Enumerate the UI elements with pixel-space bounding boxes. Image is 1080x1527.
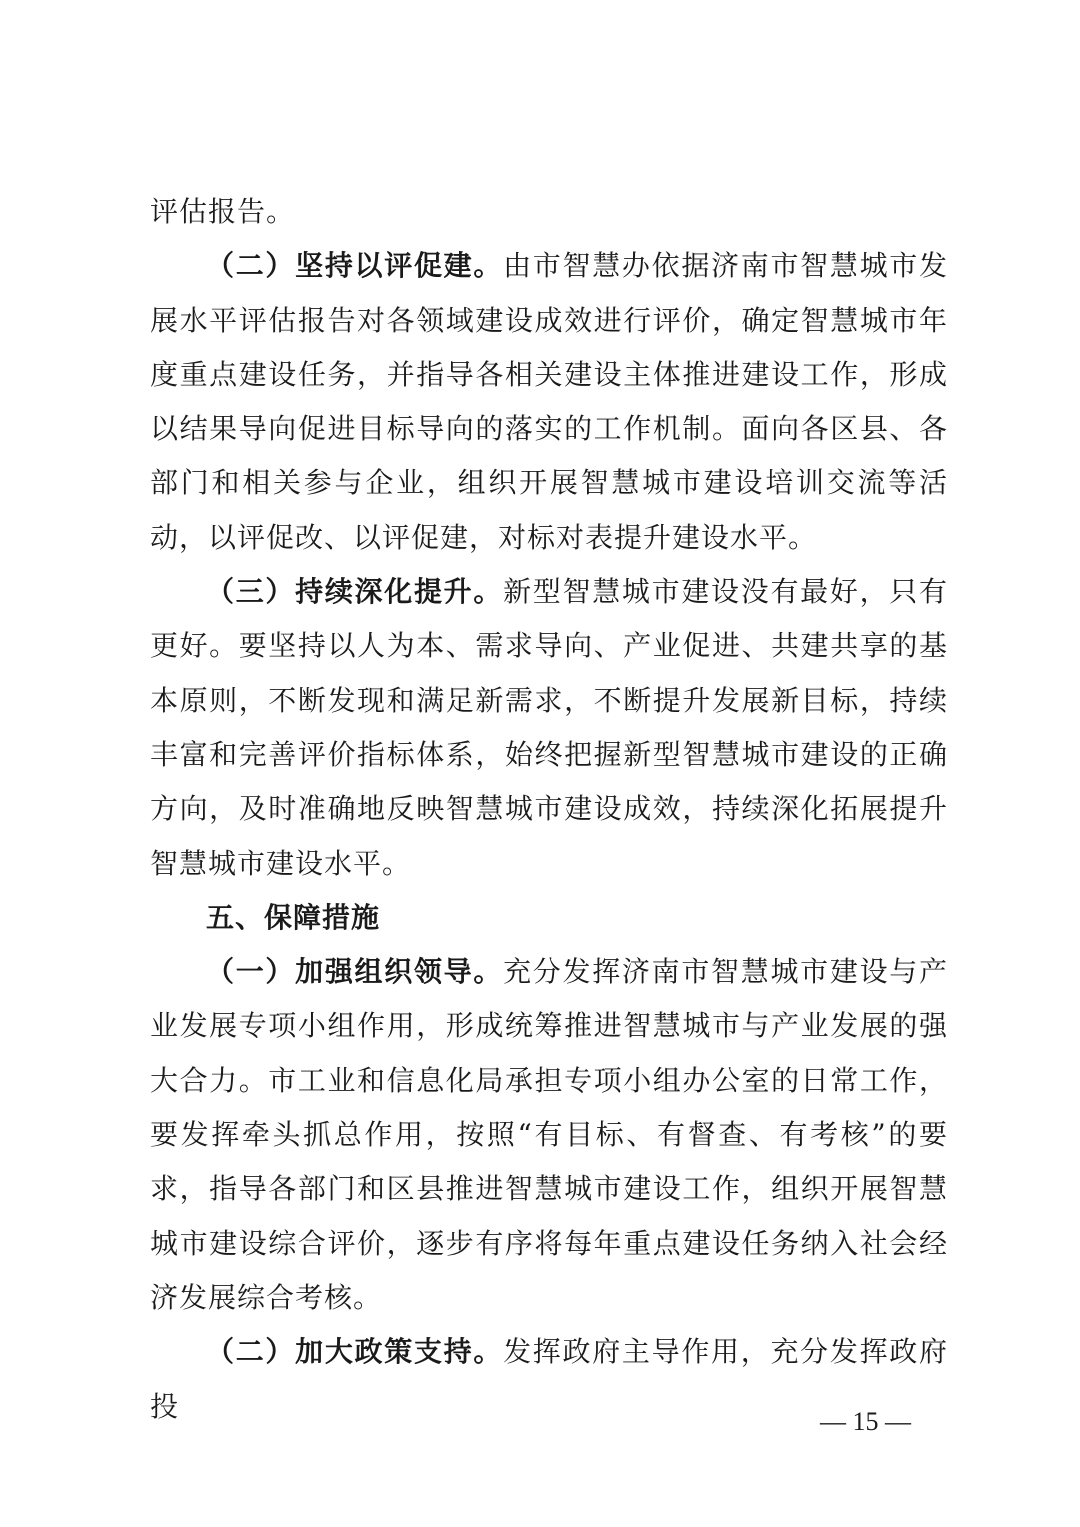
paragraph-text: 发挥政府主导作用，充分发挥政府投	[150, 1335, 948, 1423]
section-heading-safeguards: 五、保障措施	[206, 900, 381, 934]
paragraph-lead: （一）加强组织领导。	[206, 955, 504, 989]
paragraph-lead: （三）持续深化提升。	[206, 575, 504, 609]
paragraph-text: 新型智慧城市建设没有最好，只有更好。要坚持以人为本、需求导向、产业促进、共建共享的基本原则，不断发现和满足新需求，不断提升发展新目标，持续丰富和完善评价指标体系，始终把握新型智慧城市建设的正确方向，及时准确地反映智慧城市建设成效，持续深化拓展提升智慧城市建设水平。	[150, 575, 948, 880]
document-page	[150, 185, 948, 1434]
paragraph-organizational-leadership	[150, 945, 948, 1325]
paragraph-continuous-improvement	[150, 565, 948, 891]
paragraph-text: 由市智慧办依据济南市智慧城市发展水平评估报告对各领域建设成效进行评价，确定智慧城市年度重点建设任务，并指导各相关建设主体推进建设工作，形成以结果导向促进目标导向的落实的工作机制。面向各区县、各部门和相关参与企业，组织开展智慧城市建设培训交流等活动，以评促改、以评促建，对标对表提升建设水平。	[150, 249, 948, 554]
paragraph-lead: （二）坚持以评促建。	[206, 249, 504, 283]
paragraph-text: 评估报告。	[150, 195, 296, 228]
page-number: — 15 —	[820, 1407, 911, 1436]
paragraph-evaluation-promotes-construction	[150, 239, 948, 565]
paragraph-lead: （二）加大政策支持。	[206, 1335, 504, 1369]
paragraph-continuation	[150, 185, 948, 239]
paragraph-text: 充分发挥济南市智慧城市建设与产业发展专项小组作用，形成统筹推进智慧城市与产业发展的强大合力。市工业和信息化局承担专项小组办公室的日常工作，要发挥牵头抓总作用，按照“有目标、有督查、有考核”的要求，指导各部门和区县推进智慧城市建设工作，组织开展智慧城市建设综合评价，逐步有序将每年重点建设任务纳入社会经济发展综合考核。	[150, 955, 948, 1314]
